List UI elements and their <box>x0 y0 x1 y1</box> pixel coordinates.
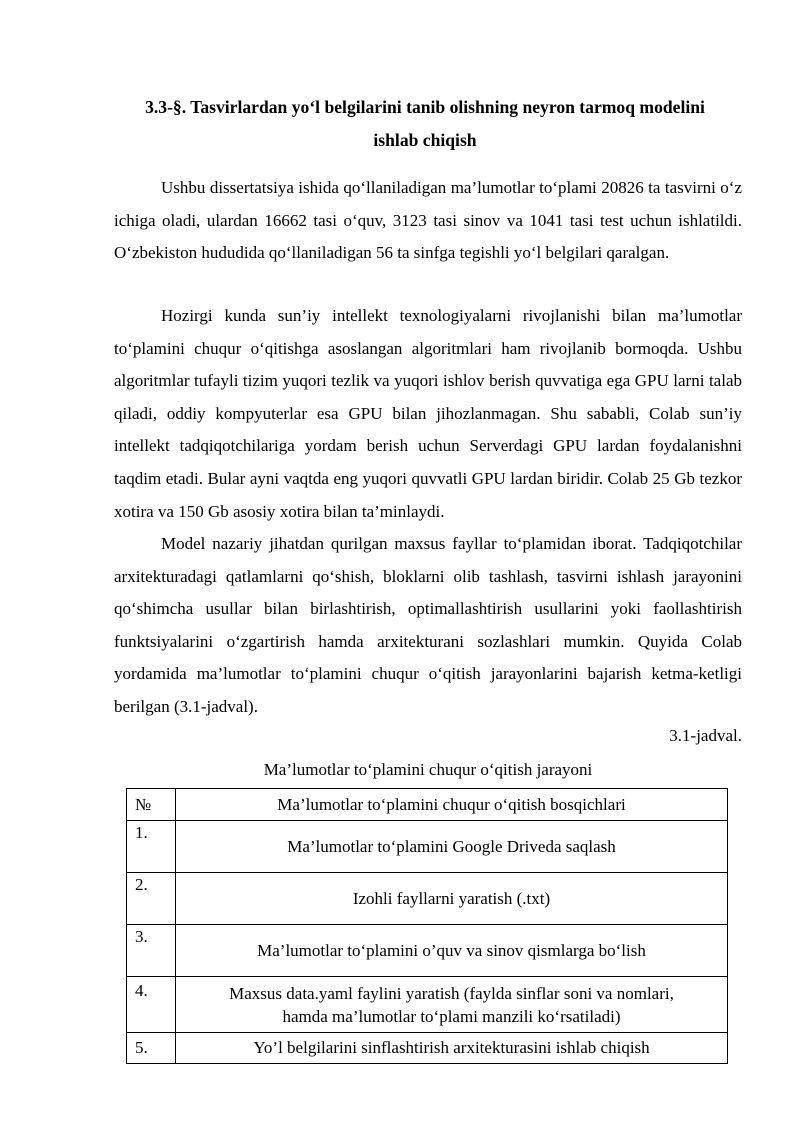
table-row <box>127 977 728 1033</box>
paragraph-gpu-colab: Hozirgi kunda sun’iy intellekt texnologiyalarni rivojlanishi bilan ma’lumotlar to‘plamini chuqur o‘qitishga asoslangan algoritmlari ham rivojlanib bormoqda. Ushbu algoritmlar tufayli tizim yuqori tezlik va yuqori ishlov berish quvvatiga ega GPU larni talab qiladi, oddiy kompyuterlar esa GPU bilan jihozlanmagan. Shu sababli, Colab sun’iy intellekt tadqiqotchilariga yordam berish uchun Serverdagi GPU lardan foydalanishni taqdim etadi. Bular ayni vaqtda eng yuqori quvvatli GPU lardan biridir. Colab 25 Gb tezkor xotira va 150 Gb asosiy xotira bilan ta’minlaydi. <box>114 306 742 521</box>
header-number: № <box>127 789 176 821</box>
table-number-label: 3.1-jadval. <box>669 726 742 745</box>
row-number: 1. <box>127 821 176 873</box>
row-number: 4. <box>127 977 176 1033</box>
section-heading-line-2: ishlab chiqish <box>373 130 477 150</box>
row-number: 2. <box>127 873 176 925</box>
row-text: Izohli fayllarni yaratish (.txt) <box>176 873 728 925</box>
paragraph-dataset: Ushbu dissertatsiya ishida qo‘llaniladigan ma’lumotlar to‘plami 20826 ta tasvirni o‘z ichiga oladi, ulardan 16662 tasi o‘quv, 3123 tasi sinov va 1041 tasi test uchun ishlatildi. O‘zbekiston hududida qo‘llaniladigan 56 ta sinfga tegishli yo‘l belgilari qaralgan. <box>114 178 742 263</box>
row-text: Yo’l belgilarini sinflashtirish arxitekturasini ishlab chiqish <box>176 1033 728 1064</box>
row-number: 5. <box>127 1033 176 1064</box>
section-heading <box>110 91 740 157</box>
table-row <box>127 821 728 873</box>
table-row <box>127 873 728 925</box>
row-number: 3. <box>127 925 176 977</box>
table-row <box>127 1033 728 1064</box>
row-text-line-2: hamda ma’lumotlar to‘plami manzili ko‘rsatiladi) <box>282 1006 621 1026</box>
section-heading-line-1: 3.3-§. Tasvirlardan yo‘l belgilarini tanib olishning neyron tarmoq modelini <box>145 97 705 117</box>
row-text: Ma’lumotlar to‘plamini Google Driveda saqlash <box>176 821 728 873</box>
table-row <box>127 925 728 977</box>
table-title: Ma’lumotlar to‘plamini chuqur o‘qitish jarayoni <box>263 760 593 779</box>
row-text-line-1: Maxsus data.yaml faylini yaratish (faylda sinflar soni va nomlari, <box>229 983 674 1003</box>
header-steps: Ma’lumotlar to‘plamini chuqur o‘qitish bosqichlari <box>176 789 728 821</box>
row-text <box>176 977 728 1033</box>
row-text: Ma’lumotlar to‘plamini o’quv va sinov qismlarga bo‘lish <box>176 925 728 977</box>
steps-table <box>126 788 728 1064</box>
table-header-row <box>127 789 728 821</box>
paragraph-model: Model nazariy jihatdan qurilgan maxsus fayllar to‘plamidan iborat. Tadqiqotchilar arxitekturadagi qatlamlarni qo‘shish, bloklarni olib tashlash, tasvirni ishlash jarayonini qo‘shimcha usullar bilan birlashtirish, optimallashtirish usullarini yoki faollashtirish funktsiyalarini o‘zgartirish hamda arxitekturani sozlashlari mumkin. Quyida Colab yordamida ma’lumotlar to‘plamini chuqur o‘qitish jarayonlarini bajarish ketma-ketligi berilgan (3.1-jadval). <box>114 534 742 716</box>
